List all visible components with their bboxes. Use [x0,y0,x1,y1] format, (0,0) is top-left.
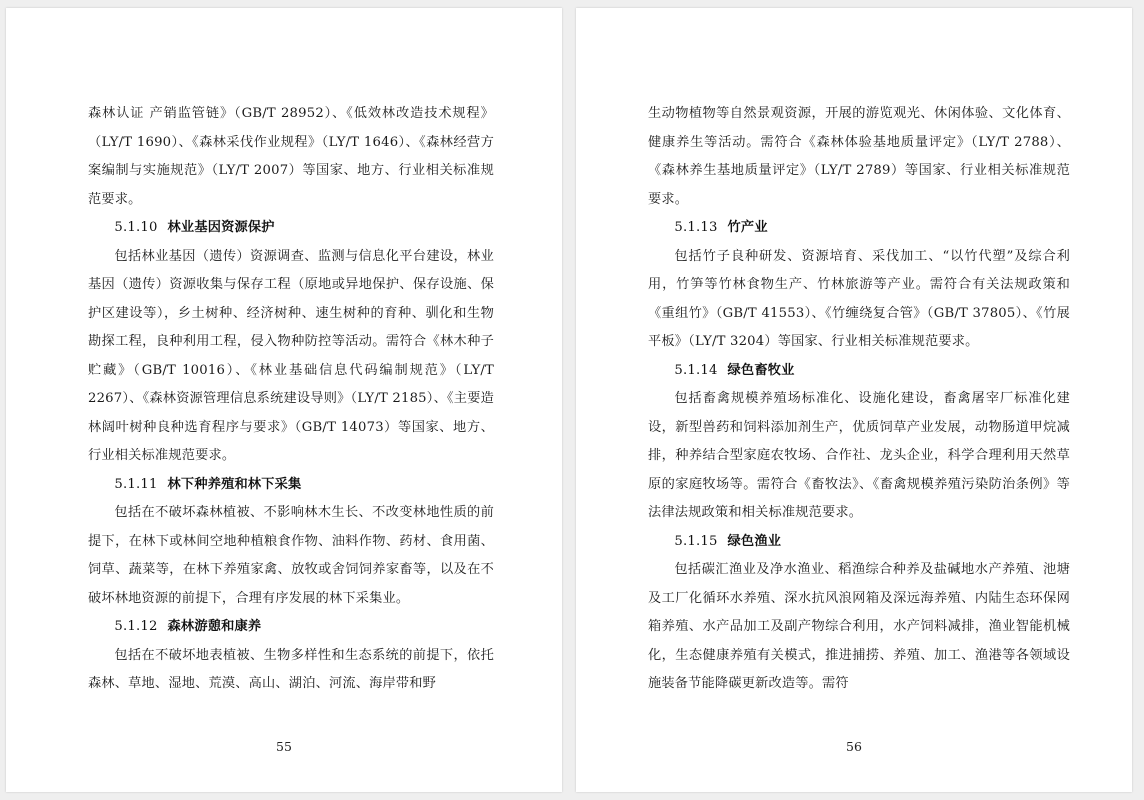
section-title: 绿色畜牧业 [727,362,795,378]
paragraph: 包括在不破坏地表植被、生物多样性和生态系统的前提下，依托森林、草地、湿地、荒漠、高山、湖泊、河流、海岸带和野 [88,647,494,691]
page-56-body [648,100,1070,722]
section-heading [88,613,494,642]
page-56 [576,8,1132,792]
page-number: 56 [846,739,862,754]
paragraph: 生动物植物等自然景观资源，开展的游览观光、休闲体验、文化体育、健康养生等活动。需符合《森林体验基地质量评定》（LY/T 2788）、《森林养生基地质量评定》（LY/T 2789）等国家、行业相关标准规范要求。 [648,106,1070,207]
section-heading [648,528,1070,557]
section-heading [648,357,1070,386]
section-number: 5.1.12 [114,619,158,634]
section-title: 林业基因资源保护 [167,220,275,235]
paragraph: 包括畜禽规模养殖场标准化、设施化建设，畜禽屠宰厂标准化建设，新型兽药和饲料添加剂生产，优质饲草产业发展，动物肠道甲烷减排，种养结合型家庭农牧场、合作社、龙头企业，科学合理利用天然草原的家庭牧场等。需符合《畜牧法》、《畜禽规模养殖污染防治条例》等法律法规政策和相关标准规范要求。 [648,391,1070,520]
section-title: 绿色渔业 [727,533,782,549]
section-number: 5.1.10 [114,220,158,235]
section-heading [648,214,1070,243]
paragraph: 包括碳汇渔业及净水渔业、稻渔综合种养及盐碱地水产养殖、池塘及工厂化循环水养殖、深水抗风浪网箱及深远海养殖、内陆生态环保网箱养殖、水产品加工及副产物综合利用，水产饲料减排，渔业智能机械化，生态健康养殖有关模式，推进捕捞、养殖、加工、渔港等各领域设施装备节能降碳更新改造等。需符 [648,562,1070,691]
section-number: 5.1.13 [674,220,718,235]
paragraph: 包括竹子良种研发、资源培育、采伐加工、“以竹代塑”及综合利用，竹笋等竹林食物生产、竹林旅游等产业。需符合有关法规政策和《重组竹》（GB/T 41553）、《竹缠绕复合管》（GB/T 37805）、《竹展平板》（LY/T 3204）等国家、行业相关标准规范要求。 [648,248,1070,349]
section-heading [88,214,494,243]
section-title: 森林游憩和康养 [167,619,262,634]
section-title: 林下种养殖和林下采集 [167,476,302,492]
section-title: 竹产业 [727,220,768,235]
section-heading [88,471,494,500]
section-number: 5.1.15 [674,533,718,549]
section-number: 5.1.14 [674,362,718,378]
paragraph: 包括在不破坏森林植被、不影响林木生长、不改变林地性质的前提下，在林下或林间空地种植粮食作物、油料作物、药材、食用菌、饲草、蔬菜等，在林下养殖家禽、放牧或舍饲饲养家畜等，以及在不破坏林地资源的前提下，合理有序发展的林下采集业。 [88,505,494,606]
section-number: 5.1.11 [114,476,158,492]
page-55 [6,8,562,792]
paragraph: 森林认证 产销监管链》（GB/T 28952）、《低效林改造技术规程》（LY/T 1690）、《森林采伐作业规程》（LY/T 1646）、《森林经营方案编制与实施规范》（LY/T 2007）等国家、地方、行业相关标准规范要求。 [88,106,494,207]
page-55-body [88,100,494,722]
page-number: 55 [276,739,292,754]
paragraph: 包括林业基因（遗传）资源调查、监测与信息化平台建设，林业基因（遗传）资源收集与保存工程（原地或异地保护、保存设施、保护区建设等），乡土树种、经济树种、速生树种的育种、驯化和生物勘探工程，良种利用工程，侵入物种防控等活动。需符合《林木种子贮藏》（GB/T 10016）、《林业基础信息代码编制规范》（LY/T 2267）、《森林资源管理信息系统建设导则》（LY/T 2185）、《主要造林阔叶树种良种选育程序与要求》（GB/T 14073）等国家、地方、行业相关标准规范要求。 [88,248,494,463]
